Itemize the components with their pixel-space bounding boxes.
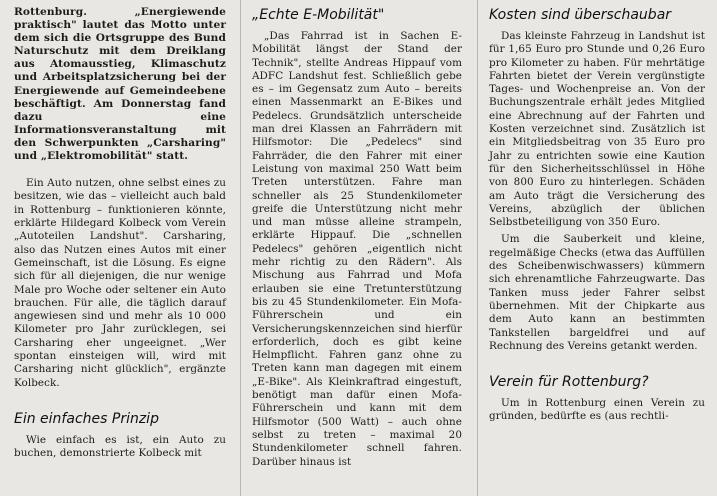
subheading-echte-e-mobilitaet: „Echte E-Mobilität" [252, 7, 385, 23]
body-paragraph: Um die Sauberkeit und kleine, regelmäßige Checks (etwa das Auffüllen des Scheibenwischwassers) kümmern sich ehrenamtliche Fahrzeugwarte. Das Tanken muss jeder Fahrer selbst übernehmen. Mit der Chipkarte aus dem Auto kann an bestimmten Tankstellen bargeldfrei und auf Rechnung des Vereins getankt werden. [489, 233, 705, 352]
column-3 [481, 0, 713, 496]
column-divider [240, 0, 241, 496]
column-divider [477, 0, 478, 496]
lead-paragraph: Rottenburg. „Energiewende praktisch" lautet das Motto unter dem sich die Ortsgruppe des Bund Naturschutz mit dem Dreiklang aus Atomausstieg, Klimaschutz und Arbeitsplatzsicherung bei der Energiewende auf Gemeindeebene beschäftigt. Am Donnerstag fand dazu eine Informationsveranstaltung mit den Schwerpunkten „Carsharing" und „Elektromobilität" statt. [14, 6, 226, 163]
subheading-kosten: Kosten sind überschaubar [489, 7, 672, 23]
body-paragraph: Wie einfach es ist, ein Auto zu buchen, demonstrierte Kolbeck mit [14, 433, 226, 460]
body-paragraph: Um in Rottenburg einen Verein zu gründen, bedürfte es (aus rechtli- [489, 397, 705, 423]
subheading-verein: Verein für Rottenburg? [489, 374, 649, 391]
body-paragraph: Das kleinste Fahrzeug in Landshut ist für 1,65 Euro pro Stunde und 0,26 Euro pro Kilometer zu haben. Für mehrtätige Fahrten bietet der Verein vergünstigte Tages- und Wochenpreise an. Von der Buchungszentrale erhält jedes Mitglied eine Abrechnung auf der Fahrten und Kosten verzeichnet sind. Zusätzlich ist ein Mitgliedsbeitrag von 35 Euro pro Jahr zu entrichten sowie eine Kaution für den Sicherheitsschlüssel in Höhe von 800 Euro zu hinterlegen. Schäden am Auto trägt die Versicherung des Vereins, abzüglich der üblichen Selbstbeteiligung von 350 Euro. [489, 30, 705, 229]
subheading-einfaches-prinzip: Ein einfaches Prinzip [14, 410, 159, 427]
body-paragraph: Ein Auto nutzen, ohne selbst eines zu besitzen, wie das – vielleicht auch bald in Rottenburg – funktionieren könnte, erklärte Hildegard Kolbeck vom Verein „Autoteilen Landshut". Carsharing, also das Nutzen eines Autos mit einer Gemeinschaft, ist die Lösung. Es eigne sich für all diejenigen, die nur wenige Male pro Woche oder seltener ein Auto brauchen. Für alle, die täglich darauf angewiesen sind und mehr als 10 000 Kilometer pro Jahr zurücklegen, sei Carsharing eher ungeeignet. „Wer spontan einsteigen will, wird mit Carsharing nicht glücklich", ergänzte Kolbeck. [14, 177, 226, 389]
column-1 [6, 0, 234, 496]
body-paragraph: „Das Fahrrad ist in Sachen E-Mobilität längst der Stand der Technik", stellte Andreas Hippauf vom ADFC Landshut fest. Schließlich gebe es – im Gegensatz zum Auto – bereits einen Massenmarkt an E-Bikes und Pedelecs. Grundsätzlich unterscheide man drei Klassen an Fahrrädern mit Hilfsmotor: Die „Pedelecs" sind Fahrräder, die den Fahrer mit einer Leistung von maximal 250 Watt beim Treten unterstützen. Fahre man schneller als 25 Stundenkilometer greife die Unterstützung nicht mehr und man müsse alleine strampeln, erklärte Hippauf. Die „schnellen Pedelecs" gehören „eigentlich nicht mehr richtig zu den Rädern". Als Mischung aus Fahrrad und Mofa erlauben sie eine Tretunterstützung bis zu 45 Stundenkilometer. Ein Mofa-Führerschein und ein Versicherungskennzeichen sind hierfür erforderlich, doch es gibt keine Helmpflicht. Fahren ganz ohne zu Treten kann man dagegen mit einem „E-Bike". Als Kleinkraftrad eingestuft, benötigt man dafür einen Mofa-Führerschein und kann mit dem Hilfsmotor (500 Watt) – auch ohne selbst zu treten – maximal 20 Stundenkilometer schnell fahren. Darüber hinaus ist [252, 30, 462, 468]
column-2 [244, 0, 470, 496]
